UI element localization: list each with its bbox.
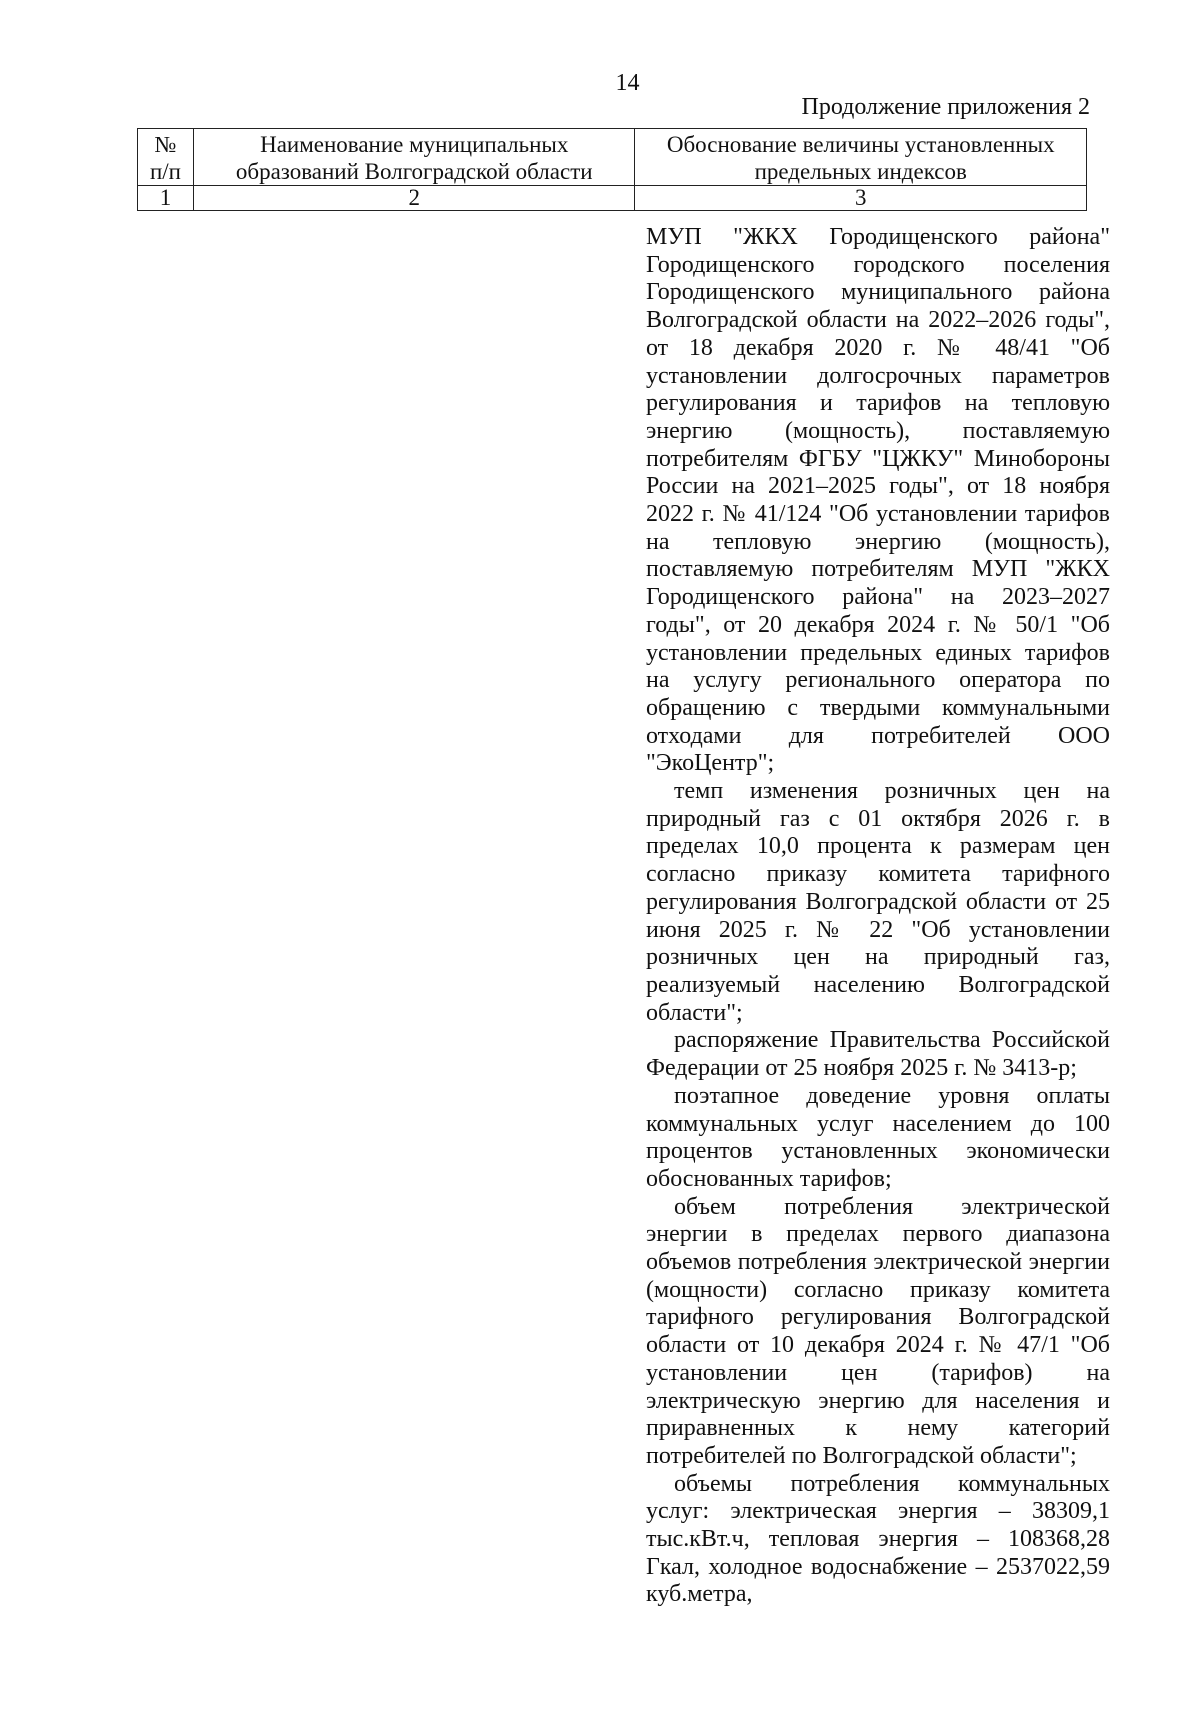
header-cell-municipality (193, 129, 635, 186)
paragraph-gas-prices: темп изменения розничных цен на природный газ с 01 октября 2026 г. в пределах 10,0 процента к размерам цен согласно приказу комитета тарифного регулирования Волгоградской области от 25 июня 2025 г. № 22 "Об установлении розничных цен на природный газ, реализуемый населению Волгоградской области"; (646, 778, 1110, 1026)
header-cell-number-line2: п/п (149, 159, 181, 184)
header-row (138, 129, 1087, 186)
header-cell-justification-line2: предельных индексов (754, 159, 967, 184)
header-cell-number-line1: № (154, 132, 177, 157)
column-index-3: 3 (635, 186, 1087, 211)
header-cell-municipality-line1: Наименование муниципальных (260, 132, 569, 157)
paragraph-continuation: МУП "ЖКХ Городищенского района" Городищенского городского поселения Городищенского муниципального района Волгоградской области на 2022–2026 годы", от 18 декабря 2020 г. № 48/41 "Об установлении долгосрочных параметров регулирования и тарифов на тепловую энергию (мощность), поставляемую потребителям ФГБУ "ЦЖКУ" Минобороны России на 2021–2025 годы", от 18 ноября 2022 г. № 41/124 "Об установлении тарифов на тепловую энергию (мощность), поставляемую потребителям МУП "ЖКХ Городищенского района" на 2023–2027 годы", от 20 декабря 2024 г. № 50/1 "Об установлении предельных единых тарифов на услугу регионального оператора по обращению с твердыми коммунальными отходами для потребителей ООО "ЭкоЦентр"; (646, 224, 1110, 777)
header-cell-number (138, 129, 194, 186)
column-index-row (138, 186, 1087, 211)
paragraph-payment-level: поэтапное доведение уровня оплаты коммунальных услуг населением до 100 процентов установленных экономически обоснованных тарифов; (646, 1082, 1110, 1192)
paragraph-electricity-volume: объем потребления электрической энергии в пределах первого диапазона объемов потребления электрической энергии (мощности) согласно приказу комитета тарифного регулирования Волгоградской области от 10 декабря 2024 г. № 47/1 "Об установлении цен (тарифов) на электрическую энергию для населения и приравненных к нему категорий потребителей по Волгоградской области"; (646, 1193, 1110, 1469)
page-number: 14 (615, 70, 640, 96)
header-cell-justification (635, 129, 1087, 186)
continuation-label: Продолжение приложения 2 (801, 94, 1090, 120)
paragraph-consumption-volumes: объемы потребления коммунальных услуг: электрическая энергия – 38309,1 тыс.кВт.ч, тепловая энергия – 108368,28 Гкал, холодное водоснабжение – 2537022,59 куб.метра, (646, 1470, 1110, 1608)
header-cell-municipality-line2: образований Волгоградской области (235, 159, 593, 184)
paragraph-government-order: распоряжение Правительства Российской Федерации от 25 ноября 2025 г. № 3413-р; (646, 1027, 1110, 1082)
header-table (137, 128, 1087, 211)
justification-text (646, 224, 1110, 1609)
header-cell-justification-line1: Обоснование величины установленных (666, 132, 1055, 157)
column-index-1: 1 (138, 186, 194, 211)
column-index-2: 2 (193, 186, 635, 211)
